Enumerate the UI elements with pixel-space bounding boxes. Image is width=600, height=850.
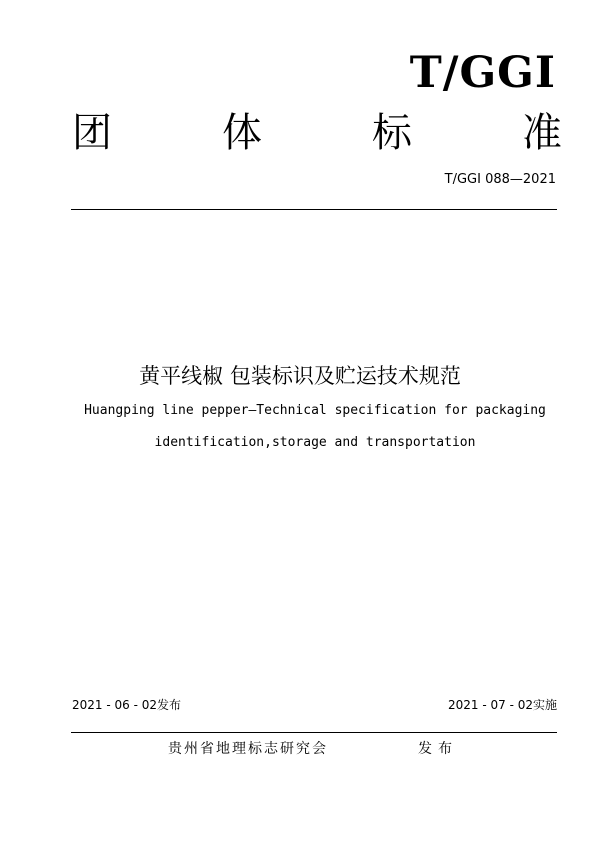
document-title-english-line1: Huangping line pepper—Technical specification for packaging — [84, 403, 546, 418]
standard-logo-code: T/GGI — [409, 48, 556, 98]
document-title-english-line2: identification,storage and transportation — [154, 435, 476, 450]
publish-date: 2021 - 06 - 02发布 — [72, 698, 181, 712]
standard-type-char: 准 — [522, 110, 562, 156]
standard-type-char: 标 — [372, 110, 412, 156]
document-title-chinese: 黄平线椒 包装标识及贮运技术规范 — [139, 364, 461, 388]
implement-date: 2021 - 07 - 02实施 — [448, 698, 557, 712]
standard-number: T/GGI 088—2021 — [444, 172, 556, 187]
standard-type-char: 体 — [222, 110, 262, 156]
bottom-divider — [71, 732, 557, 733]
standard-type-char: 团 — [72, 110, 112, 156]
issuer-action: 发布 — [418, 741, 458, 757]
top-divider — [71, 209, 557, 210]
standard-type-heading — [72, 108, 562, 158]
issuer-name: 贵州省地理标志研究会 — [168, 741, 328, 757]
